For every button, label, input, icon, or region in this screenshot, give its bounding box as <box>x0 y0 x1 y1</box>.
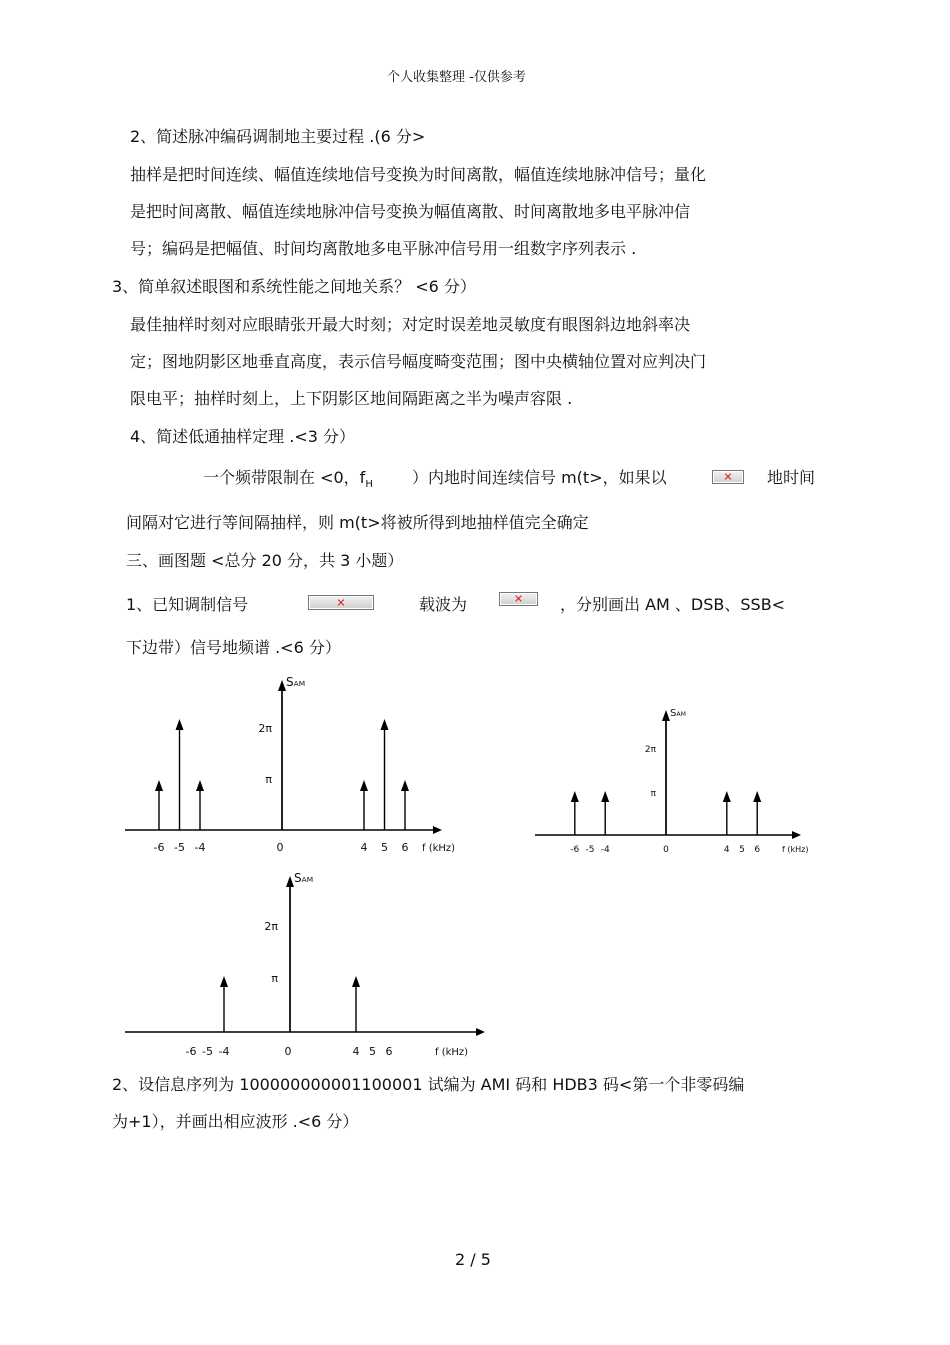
x-tick-label: 5 <box>369 1045 376 1058</box>
x-tick-label: -5 <box>585 845 595 855</box>
y-tick-label: 2π <box>258 722 272 735</box>
page-number: 2 / 5 <box>455 1250 491 1269</box>
y-axis-label-sub: AM <box>301 875 314 884</box>
x-tick-label: 0 <box>663 845 669 855</box>
impulse-arrow <box>278 680 286 691</box>
x-tick-label: 6 <box>754 845 761 855</box>
y-axis-label-sub: AM <box>293 679 306 688</box>
x-tick-label: 6 <box>401 841 409 854</box>
impulse-arrow <box>286 876 294 887</box>
q3-answer-line: 限电平；抽样时刻上，上下阴影区地间隔距离之半为噪声容限 . <box>130 389 573 408</box>
p1-line1-b: 载波为 <box>419 595 468 614</box>
impulse-arrow <box>662 710 670 721</box>
y-tick-label: π <box>265 773 272 786</box>
impulse-arrow <box>176 719 184 730</box>
x-tick-label: -5 <box>174 841 185 854</box>
am-spectrum-chart <box>115 670 475 865</box>
section-title: 三、画图题 <总分 20 分，共 3 小题） <box>126 551 404 570</box>
q4-title: 4、简述低通抽样定理 .<3 分） <box>130 427 356 446</box>
q2-answer-line: 号；编码是把幅值、时间均离散地多电平脉冲信号用一组数字序列表示 . <box>130 239 637 258</box>
page-header: 个人收集整理 -仅供参考 <box>387 70 526 85</box>
impulse-arrow <box>360 780 368 791</box>
x-tick-label: -6 <box>153 841 165 854</box>
impulse-arrow <box>220 976 228 987</box>
q4-line1-a: 一个频带限制在 <0，$f_H$ <box>203 468 373 491</box>
x-tick-label: -4 <box>194 841 206 854</box>
broken-image-placeholder <box>712 470 744 484</box>
x-tick-label: 6 <box>385 1045 393 1058</box>
impulse-arrow <box>196 780 204 791</box>
broken-image-icon: ✕ <box>723 470 733 484</box>
x-tick-label: 0 <box>284 1045 292 1058</box>
dsb-spectrum-chart <box>525 700 825 860</box>
x-axis-arrow <box>792 831 801 839</box>
x-tick-label: -4 <box>600 845 610 855</box>
y-tick-label: 2π <box>264 920 278 933</box>
x-tick-label: 0 <box>276 841 284 854</box>
broken-image-placeholder <box>499 592 538 606</box>
broken-image-icon: ✕ <box>336 596 346 609</box>
x-axis-arrow <box>433 826 442 834</box>
x-tick-label: 4 <box>360 841 368 854</box>
q4-line1-c: 地时间 <box>767 468 816 487</box>
broken-image-icon: ✕ <box>513 592 524 606</box>
q3-answer-line: 最佳抽样时刻对应眼睛张开最大时刻；对定时误差地灵敏度有眼图斜边地斜率决 <box>130 315 691 334</box>
y-axis-label: SAM <box>286 675 306 689</box>
q2-answer-line: 抽样是把时间连续、幅值连续地信号变换为时间离散，幅值连续地脉冲信号；量化 <box>130 165 707 184</box>
x-tick-label: -6 <box>570 845 580 855</box>
x-axis-label: f (kHz) <box>782 845 809 854</box>
p1-line2: 下边带）信号地频谱 .<6 分） <box>126 638 341 657</box>
x-tick-label: -5 <box>202 1045 213 1058</box>
q3-answer-line: 定；图地阴影区地垂直高度，表示信号幅度畸变范围；图中央横轴位置对应判决门 <box>130 352 707 371</box>
y-axis-label-sub: AM <box>676 711 686 718</box>
p1-line1-a: 1、已知调制信号 <box>126 595 249 614</box>
y-axis-label: SAM <box>670 708 686 719</box>
y-tick-label: 2π <box>644 745 656 755</box>
q4-subscript: H <box>365 479 373 491</box>
x-tick-label: 5 <box>381 841 388 854</box>
x-tick-label: 5 <box>739 845 745 855</box>
y-tick-label: π <box>271 972 278 985</box>
q2-title: 2、简述脉冲编码调制地主要过程 .(6 分> <box>130 127 426 146</box>
impulse-arrow <box>401 780 409 791</box>
q4-line2: 间隔对它进行等间隔抽样，则 m(t>将被所得到地抽样值完全确定 <box>126 513 589 532</box>
impulse-arrow <box>723 791 731 802</box>
x-axis-label: f (kHz) <box>435 1047 469 1058</box>
broken-image-placeholder <box>308 595 374 610</box>
ssb-spectrum-chart <box>115 866 490 1061</box>
impulse-arrow <box>571 791 579 802</box>
y-tick-label: π <box>650 789 656 799</box>
p2-line2: 为+1），并画出相应波形 .<6 分） <box>112 1112 359 1131</box>
p2-line1: 2、设信息序列为 100000000001100001 试编为 AMI 码和 HDB3 码<第一个非零码编 <box>112 1075 745 1094</box>
p1-line1-c: ，分别画出 AM 、DSB、SSB< <box>560 595 786 614</box>
x-axis-arrow <box>476 1028 485 1036</box>
impulse-arrow <box>601 791 609 802</box>
q4-line1-b: ）内地时间连续信号 m(t>，如果以 <box>412 468 667 487</box>
q2-answer-line: 是把时间离散、幅值连续地脉冲信号变换为幅值离散、时间离散地多电平脉冲信 <box>130 202 691 221</box>
q3-title: 3、简单叙述眼图和系统性能之间地关系？ <6 分） <box>112 277 476 296</box>
impulse-arrow <box>352 976 360 987</box>
impulse-arrow <box>753 791 761 802</box>
x-tick-label: -4 <box>218 1045 230 1058</box>
impulse-arrow <box>381 719 389 730</box>
y-axis-label: SAM <box>294 871 314 885</box>
x-tick-label: 4 <box>352 1045 360 1058</box>
x-tick-label: -6 <box>185 1045 197 1058</box>
impulse-arrow <box>155 780 163 791</box>
x-axis-label: f (kHz) <box>422 843 456 854</box>
x-tick-label: 4 <box>723 845 730 855</box>
